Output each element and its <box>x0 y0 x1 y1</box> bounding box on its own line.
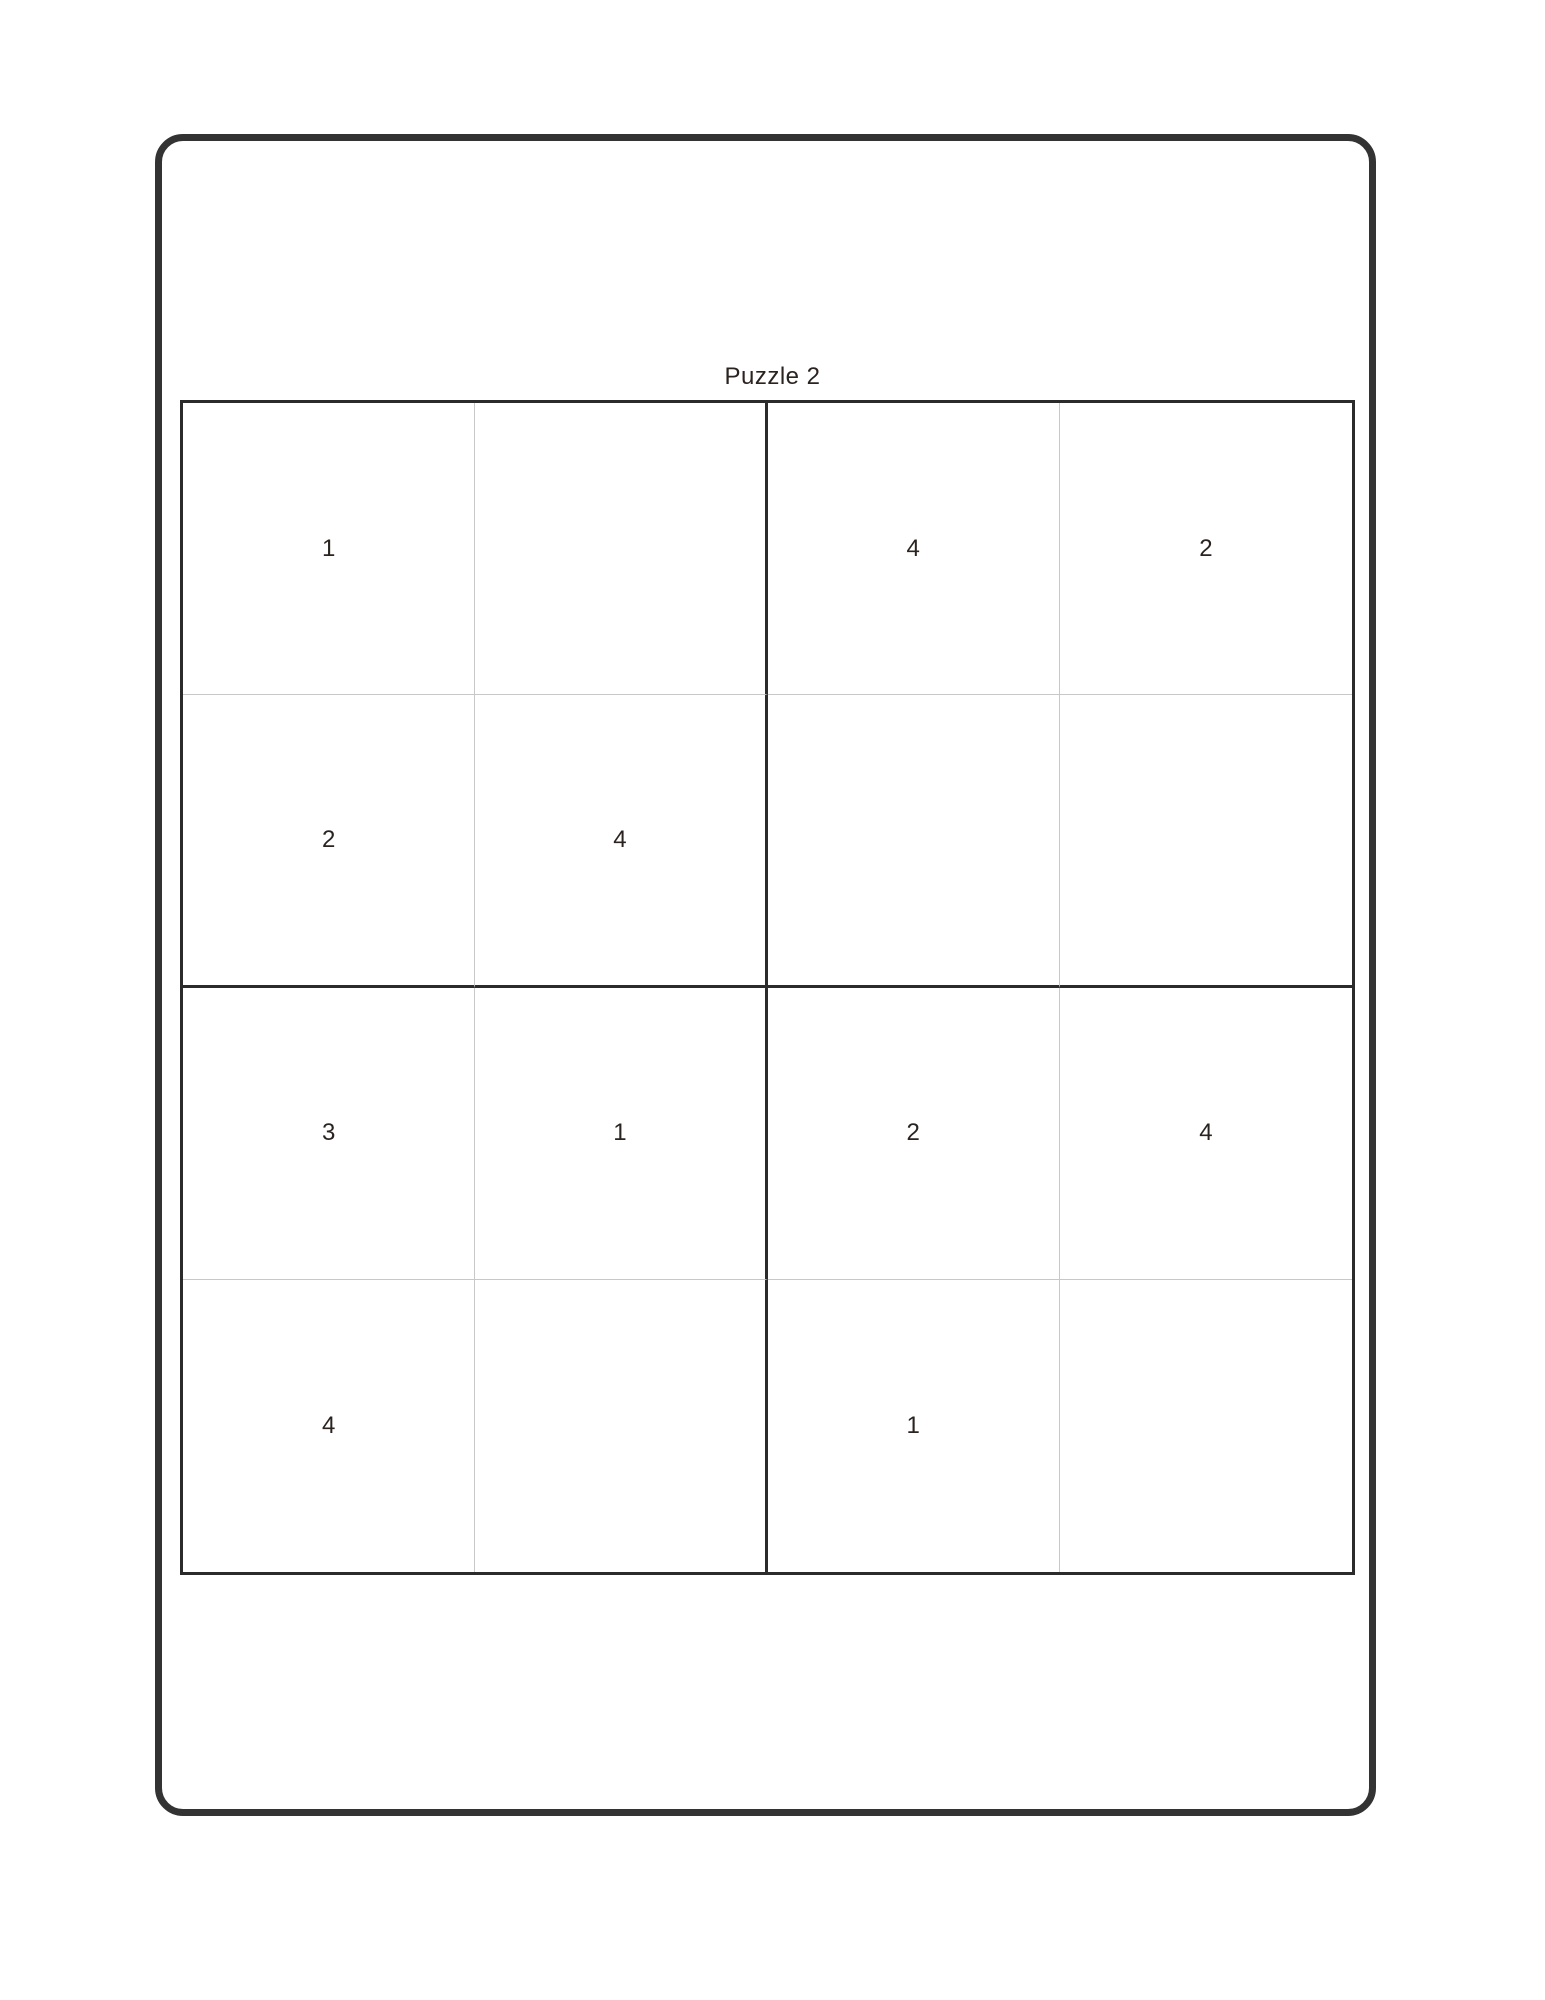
grid-cell[interactable]: 4 <box>183 1280 475 1572</box>
sudoku-grid <box>180 400 1355 1575</box>
grid-cell[interactable] <box>1060 695 1352 987</box>
grid-cell[interactable]: 1 <box>768 1280 1060 1572</box>
grid-cell[interactable]: 1 <box>183 403 475 695</box>
grid-cell[interactable] <box>1060 1280 1352 1572</box>
grid-cell[interactable] <box>768 695 1060 987</box>
grid-cell[interactable]: 2 <box>1060 403 1352 695</box>
grid-cell[interactable]: 4 <box>768 403 1060 695</box>
grid-cell[interactable]: 2 <box>768 988 1060 1280</box>
grid-cell[interactable]: 4 <box>1060 988 1352 1280</box>
grid-cell[interactable] <box>475 1280 767 1572</box>
grid-cell[interactable]: 1 <box>475 988 767 1280</box>
grid-cell[interactable]: 4 <box>475 695 767 987</box>
grid-cell[interactable]: 2 <box>183 695 475 987</box>
grid-cell[interactable] <box>475 403 767 695</box>
puzzle-title: Puzzle 2 <box>724 363 821 390</box>
grid-cell[interactable]: 3 <box>183 988 475 1280</box>
